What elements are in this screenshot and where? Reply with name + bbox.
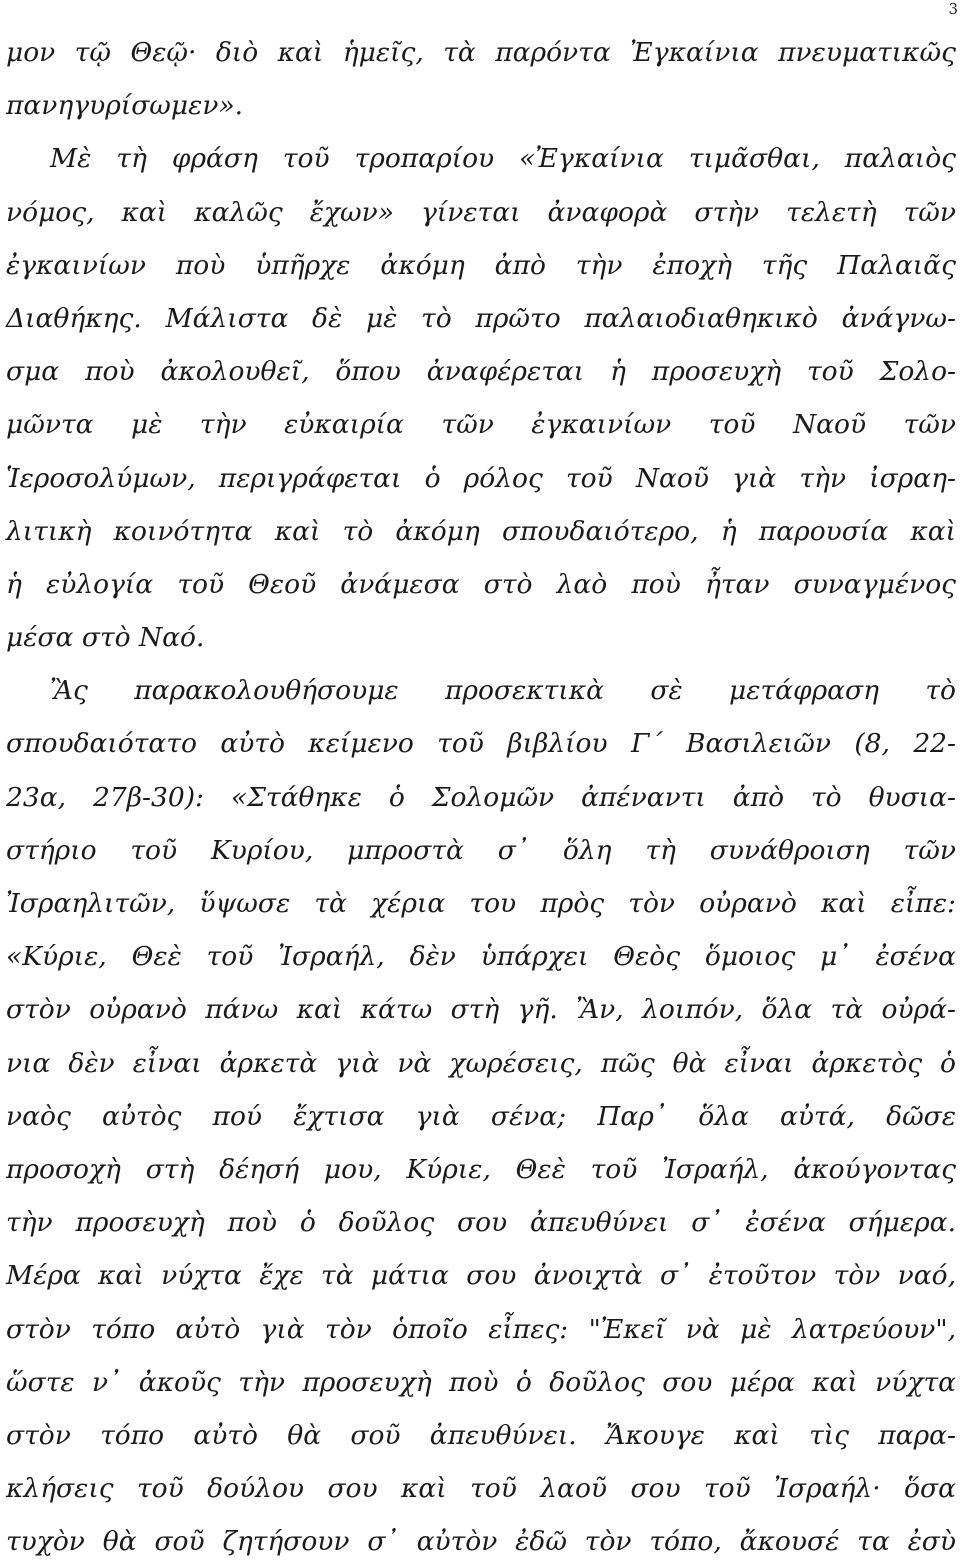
text-line: ναὸς αὐτὸς πού ἔχτισα γιὰ σένα; Παρ᾽ ὅλα αὐτά, δῶσε — [6, 1100, 956, 1132]
text-line: Μὲ τὴ φράση τοῦ τροπαρίου «Ἐγκαίνια τιμᾶσθαι, παλαιὸς — [50, 143, 956, 175]
page-number: 3 — [948, 0, 958, 18]
text-line: Ἰσραηλιτῶν, ὕψωσε τὰ χέρια του πρὸς τὸν οὐρανὸ καὶ εἶπε: — [6, 888, 956, 919]
text-line: μῶντα μὲ τὴν εὐκαιρία τῶν ἐγκαινίων τοῦ Ναοῦ τῶν — [6, 409, 956, 441]
text-line: «Κύριε, Θεὲ τοῦ Ἰσραήλ, δὲν ὑπάρχει Θεὸς ὅμοιος μ᾽ ἐσένα — [6, 941, 956, 973]
text-line: νόμος, καὶ καλῶς ἔχων» γίνεται ἀναφορὰ στὴν τελετὴ τῶν — [6, 196, 956, 228]
text-line: στὸν τόπο αὐτὸ γιὰ τὸν ὁποῖο εἶπες: "Ἐκεῖ νὰ μὲ λατρεύουν", — [6, 1313, 956, 1345]
text-line: 23α, 27β-30): «Στάθηκε ὁ Σολομῶν ἀπέναντι ἀπὸ τὸ θυσια- — [6, 781, 956, 813]
text-line: τὴν προσευχὴ ποὺ ὁ δοῦλος σου ἀπευθύνει σ᾽ ἐσένα σήμερα. — [6, 1207, 956, 1239]
text-line: στὸν οὐρανὸ πάνω καὶ κάτω στὴ γῆ. Ἂν, λοιπόν, ὅλα τὰ οὐρά- — [6, 994, 956, 1026]
text-line: ἐγκαινίων ποὺ ὑπῆρχε ἀκόμη ἀπὸ τὴν ἐποχὴ τῆς Παλαιᾶς — [6, 249, 956, 281]
text-line: ἡ εὐλογία τοῦ Θεοῦ ἀνάμεσα στὸ λαὸ ποὺ ἦταν συναγμένος — [6, 568, 956, 600]
text-line: Μέρα καὶ νύχτα ἔχε τὰ μάτια σου ἀνοιχτὰ σ᾽ ἐτοῦτον τὸν ναό, — [6, 1260, 956, 1292]
text-line: στὸν τόπο αὐτὸ θὰ σοῦ ἀπευθύνει. Ἄκουγε καὶ τὶς παρα- — [6, 1419, 956, 1451]
text-line: μον τῷ Θεῷ· διὸ καὶ ἡμεῖς, τὰ παρόντα Ἐγκαίνια πνευματικῶς — [6, 37, 956, 68]
text-line: σπουδαιότατο αὐτὸ κείμενο τοῦ βιβλίου Γ΄ Βασιλειῶν (8, 22- — [6, 728, 956, 760]
text-line: στήριο τοῦ Κυρίου, μπροστὰ σ᾽ ὅλη τὴ συνάθροιση τῶν — [6, 834, 956, 866]
text-line: ὥστε ν᾽ ἀκοῦς τὴν προσευχὴ ποὺ ὁ δοῦλος σου μέρα καὶ νύχτα — [6, 1366, 956, 1398]
text-line: νια δὲν εἶναι ἀρκετὰ γιὰ νὰ χωρέσεις, πῶς θὰ εἶναι ἀρκετὸς ὁ — [6, 1047, 956, 1079]
text-line: λιτικὴ κοινότητα καὶ τὸ ἀκόμη σπουδαιότερο, ἡ παρουσία καὶ — [6, 515, 956, 547]
text-line: μέσα στὸ Ναό. — [6, 622, 205, 654]
text-line: Ἂς παρακολουθήσουμε προσεκτικὰ σὲ μετάφραση τὸ — [50, 675, 956, 707]
document-body — [6, 26, 956, 1568]
text-line: τυχὸν θὰ σοῦ ζητήσουν σ᾽ αὐτὸν ἐδῶ τὸν τόπο, ἄκουσέ τα ἐσὺ — [6, 1526, 956, 1558]
text-line: σμα ποὺ ἀκολουθεῖ, ὅπου ἀναφέρεται ἡ προσευχὴ τοῦ Σολο- — [6, 356, 956, 388]
text-line: πανηγυρίσωμεν». — [6, 90, 244, 122]
text-line: κλήσεις τοῦ δούλου σου καὶ τοῦ λαοῦ σου τοῦ Ἰσραήλ· ὅσα — [6, 1473, 956, 1505]
text-line: Ἱεροσολύμων, περιγράφεται ὁ ρόλος τοῦ Ναοῦ γιὰ τὴν ἰσραη- — [6, 462, 956, 494]
text-line: προσοχὴ στὴ δέησή μου, Κύριε, Θεὲ τοῦ Ἰσραήλ, ἀκούγοντας — [6, 1153, 956, 1185]
text-line: Διαθήκης. Μάλιστα δὲ μὲ τὸ πρῶτο παλαιοδιαθηκικὸ ἀνάγνω- — [6, 302, 956, 334]
